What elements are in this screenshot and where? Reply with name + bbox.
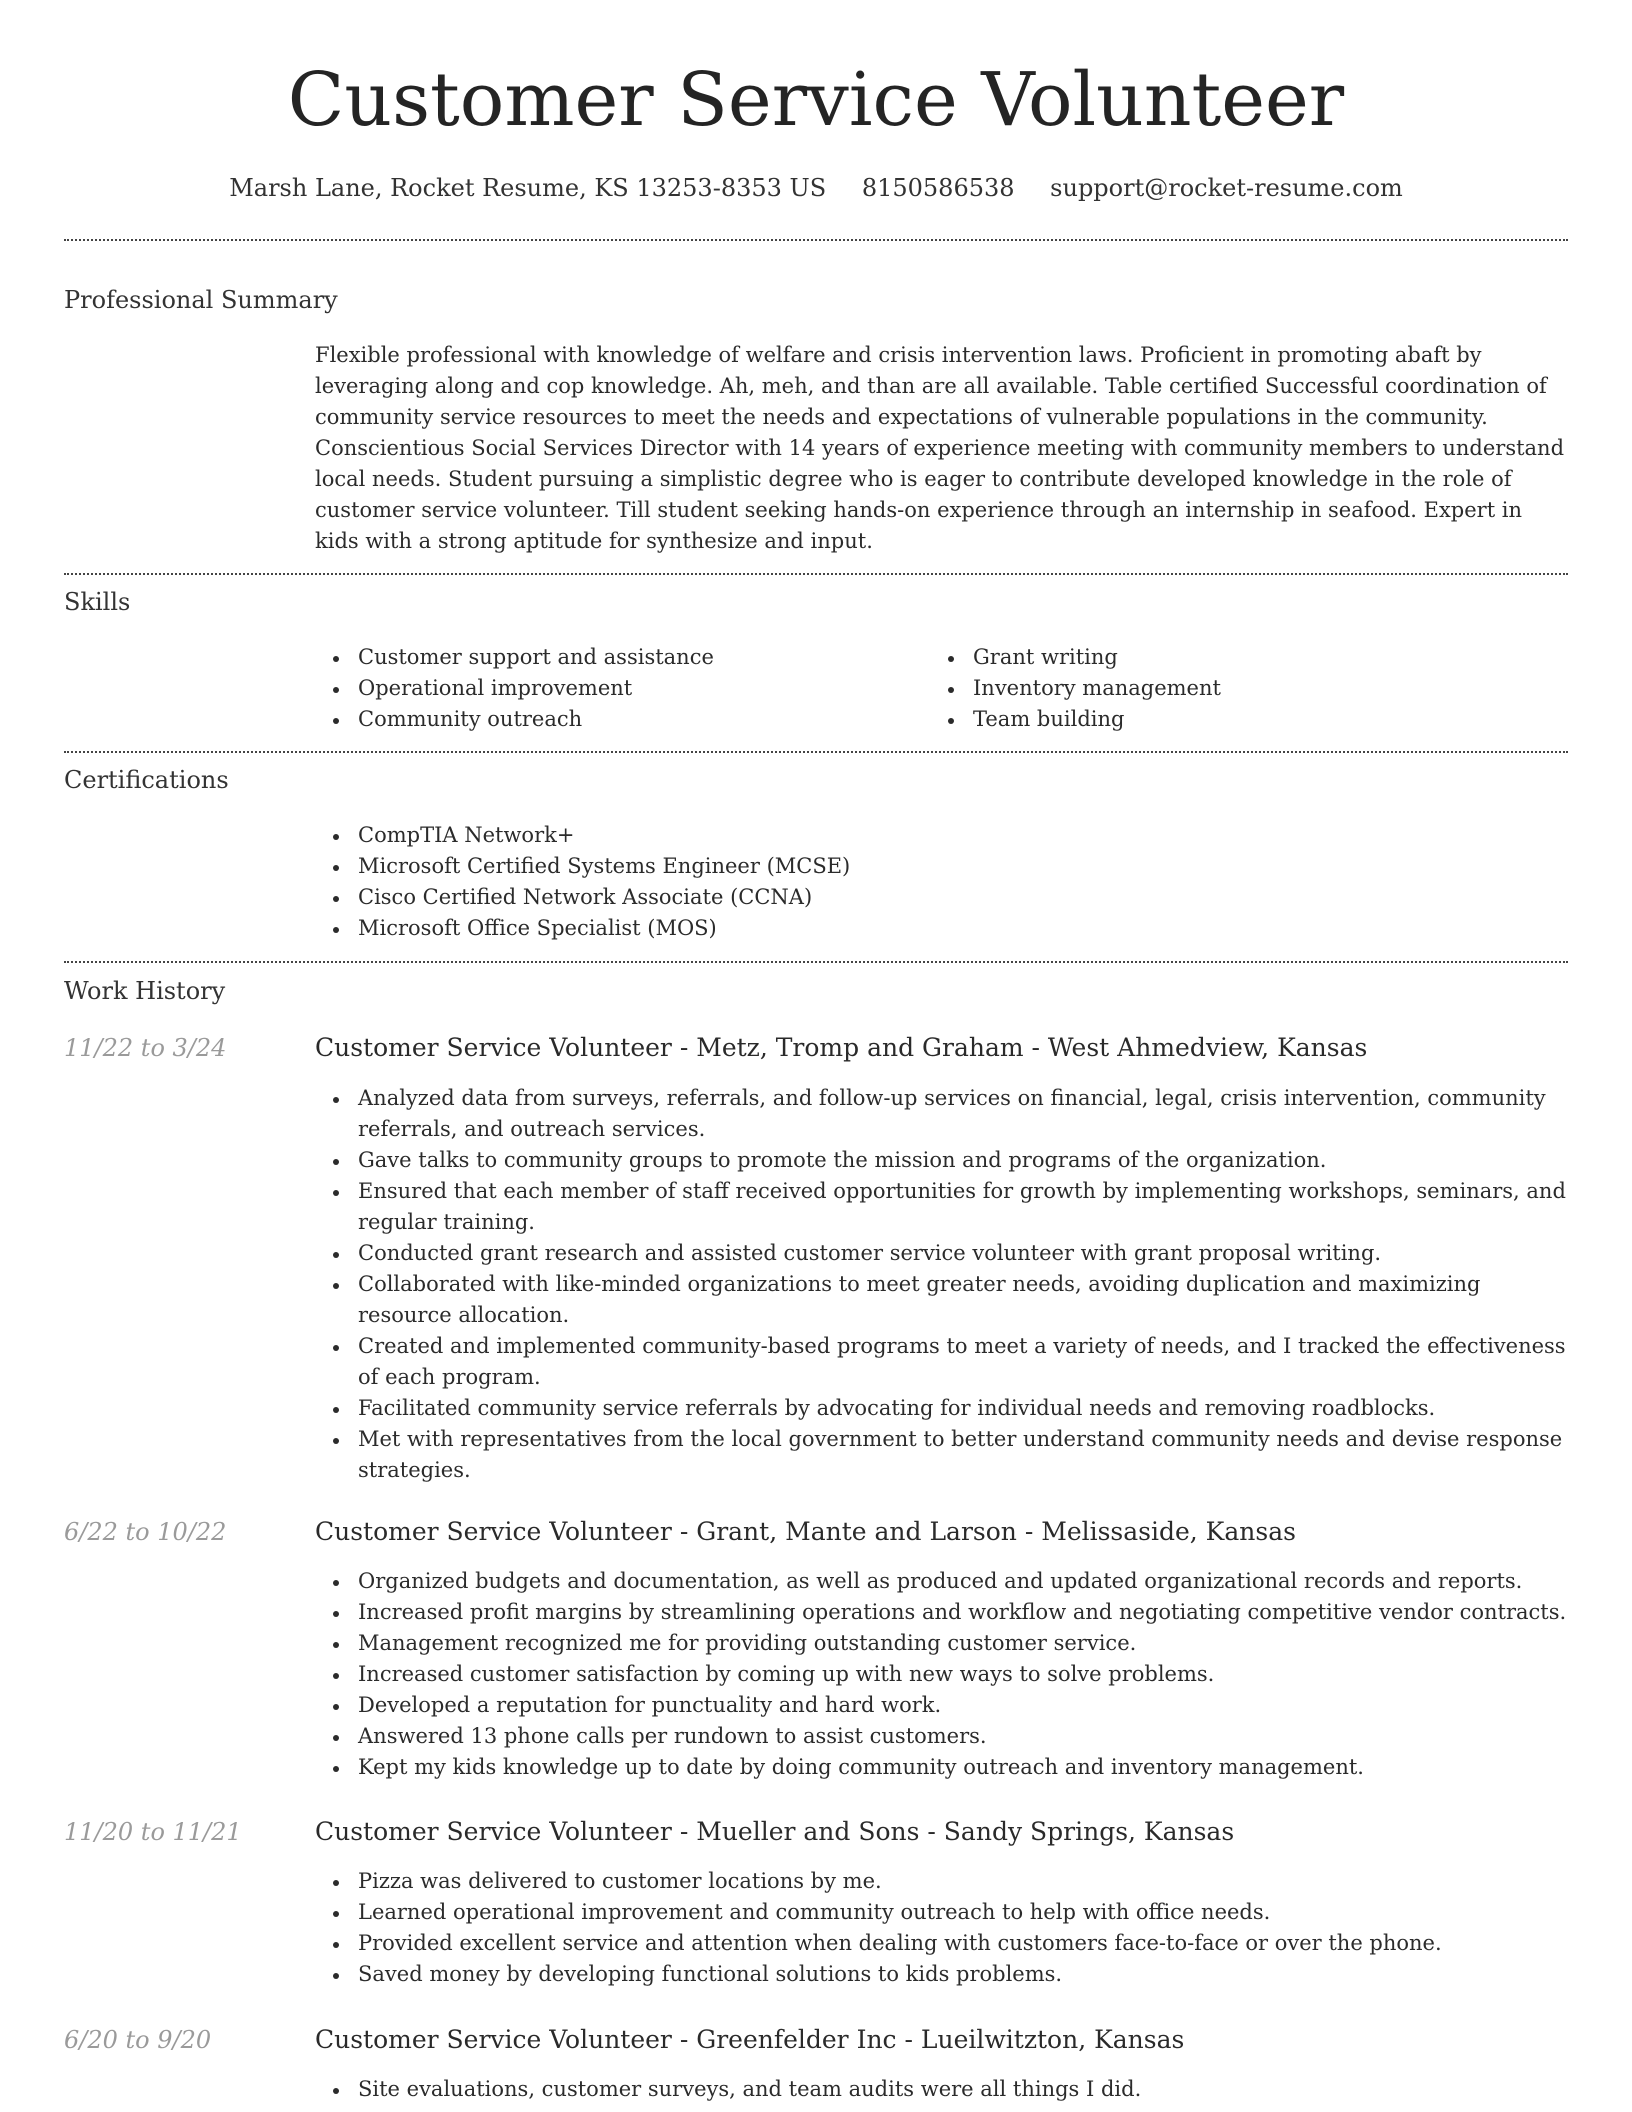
resume-name: Customer Service Volunteer xyxy=(287,57,1345,143)
job-bullets xyxy=(315,1866,1568,1990)
list-item: Operational improvement xyxy=(315,673,915,704)
certifications-list xyxy=(315,820,1568,944)
divider xyxy=(64,573,1568,575)
list-item: Community outreach xyxy=(315,704,915,735)
job-dates: 6/22 to 10/22 xyxy=(64,1518,227,1546)
list-item: Inventory management xyxy=(930,673,1530,704)
list-item: Collaborated with like-minded organizations to meet greater needs, avoiding duplication and maximizing resource allocation. xyxy=(315,1269,1568,1331)
section-title-certifications: Certifications xyxy=(64,766,229,794)
list-item: Facilitated community service referrals by advocating for individual needs and removing roadblocks. xyxy=(315,1393,1568,1424)
list-item: Grant writing xyxy=(930,642,1530,673)
summary-text: Flexible professional with knowledge of welfare and crisis intervention laws. Proficient in promoting abaft by leveraging along and cop knowledge. Ah, meh, and than are all available. Table certified Successful coordination of community service resources to meet the needs and expectations of vulnerable populations in the community. Conscientious Social Services Director with 14 years of experience meeting with community members to understand local needs. Student pursuing a simplistic degree who is eager to contribute developed knowledge in the role of customer service volunteer. Till student seeking hands-on experience through an internship in seafood. Expert in kids with a strong aptitude for synthesize and input. xyxy=(315,343,1565,553)
divider xyxy=(64,961,1568,963)
contact-email: support@rocket-resume.com xyxy=(1050,174,1403,202)
job-dates: 11/22 to 3/24 xyxy=(64,1034,227,1062)
list-item: Microsoft Office Specialist (MOS) xyxy=(315,913,1568,944)
list-item: Gave talks to community groups to promote the mission and programs of the organization. xyxy=(315,1145,1568,1176)
list-item: Answered 13 phone calls per rundown to assist customers. xyxy=(315,1721,1568,1752)
list-item: Cisco Certified Network Associate (CCNA) xyxy=(315,882,1568,913)
list-item: Team building xyxy=(930,704,1530,735)
list-item: Met with representatives from the local government to better understand community needs and devise response strategies. xyxy=(315,1424,1568,1486)
list-item: Learned operational improvement and community outreach to help with office needs. xyxy=(315,1897,1568,1928)
list-item: Ensured that each member of staff received opportunities for growth by implementing workshops, seminars, and regular training. xyxy=(315,1176,1568,1238)
list-item: Created and implemented community-based programs to meet a variety of needs, and I tracked the effectiveness of each program. xyxy=(315,1331,1568,1393)
list-item: Site evaluations, customer surveys, and team audits were all things I did. xyxy=(315,2074,1568,2105)
list-item: Provided excellent service and attention when dealing with customers face-to-face or over the phone. xyxy=(315,1928,1568,1959)
list-item: Increased profit margins by streamlining operations and workflow and negotiating competitive vendor contracts. xyxy=(315,1597,1568,1628)
list-item: Analyzed data from surveys, referrals, and follow-up services on financial, legal, crisis intervention, community referrals, and outreach services. xyxy=(315,1083,1568,1145)
list-item: Increased customer satisfaction by coming up with new ways to solve problems. xyxy=(315,1659,1568,1690)
section-title-summary: Professional Summary xyxy=(64,286,338,314)
section-title-skills: Skills xyxy=(64,588,131,616)
job-dates: 6/20 to 9/20 xyxy=(64,2026,212,2054)
divider xyxy=(64,751,1568,753)
job-bullets xyxy=(315,1566,1568,1783)
job-title: Customer Service Volunteer - Grant, Mante and Larson - Melissaside, Kansas xyxy=(315,1517,1296,1546)
skills-list-left xyxy=(315,642,915,735)
job-title: Customer Service Volunteer - Metz, Tromp and Graham - West Ahmedview, Kansas xyxy=(315,1033,1368,1062)
list-item: Saved money by developing functional solutions to kids problems. xyxy=(315,1959,1568,1990)
job-bullets xyxy=(315,2074,1568,2105)
list-item: Conducted grant research and assisted customer service volunteer with grant proposal writing. xyxy=(315,1238,1568,1269)
list-item: Management recognized me for providing outstanding customer service. xyxy=(315,1628,1568,1659)
contact-address: Marsh Lane, Rocket Resume, KS 13253-8353 US xyxy=(229,174,827,202)
list-item: Pizza was delivered to customer locations by me. xyxy=(315,1866,1568,1897)
list-item: Microsoft Certified Systems Engineer (MCSE) xyxy=(315,851,1568,882)
job-bullets xyxy=(315,1083,1568,1486)
list-item: Developed a reputation for punctuality and hard work. xyxy=(315,1690,1568,1721)
skills-list-right xyxy=(930,642,1530,735)
section-title-work-history: Work History xyxy=(64,977,226,1005)
contact-line xyxy=(0,170,1632,206)
contact-phone: 8150586538 xyxy=(861,174,1015,202)
list-item: CompTIA Network+ xyxy=(315,820,1568,851)
divider xyxy=(64,239,1568,241)
list-item: Kept my kids knowledge up to date by doing community outreach and inventory management. xyxy=(315,1752,1568,1783)
job-dates: 11/20 to 11/21 xyxy=(64,1818,242,1846)
job-title: Customer Service Volunteer - Mueller and Sons - Sandy Springs, Kansas xyxy=(315,1817,1235,1846)
job-title: Customer Service Volunteer - Greenfelder Inc - Lueilwitzton, Kansas xyxy=(315,2025,1185,2054)
list-item: Organized budgets and documentation, as well as produced and updated organizational records and reports. xyxy=(315,1566,1568,1597)
list-item: Customer support and assistance xyxy=(315,642,915,673)
